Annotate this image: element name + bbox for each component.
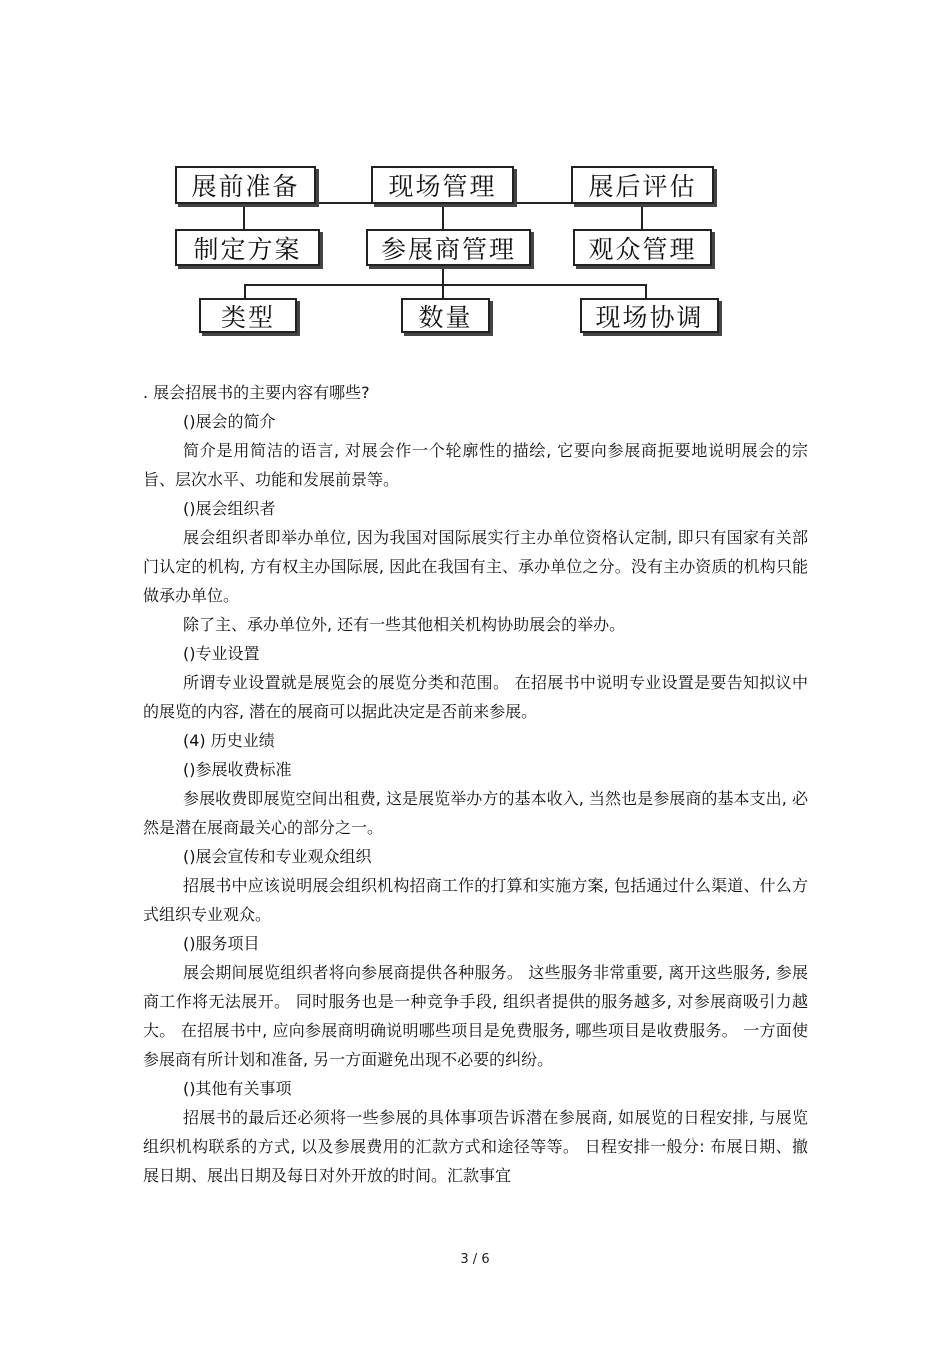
box-make-plan: 制定方案 [175, 229, 320, 266]
section-heading: ()其他有关事项 [183, 1079, 292, 1098]
paragraph: 除了主、承办单位外, 还有一些其他相关机构协助展会的举办。 [183, 615, 626, 634]
paragraph: 简介是用简洁的语言, 对展会作一个轮廓性的描绘, 它要向参展商扼要地说明展会的宗旨、层次水平、功能和发展前景等。 [143, 441, 808, 489]
box-quantity: 数量 [401, 298, 490, 333]
section-heading: ()服务项目 [183, 934, 260, 953]
section-heading: ()专业设置 [183, 644, 260, 663]
box-onsite-coordination: 现场协调 [580, 298, 719, 333]
paragraph: 所谓专业设置就是展览会的展览分类和范围。 在招展书中说明专业设置是要告知拟议中的展览的内容, 潜在的展商可以据此决定是否前来参展。 [143, 673, 808, 721]
box-pre-exhibition-prep: 展前准备 [175, 166, 316, 204]
section-heading: ()参展收费标准 [183, 760, 292, 779]
connector-line [641, 202, 643, 230]
box-type: 类型 [199, 298, 297, 333]
box-audience-management: 观众管理 [573, 229, 712, 266]
paragraph: 参展收费即展览空间出租费, 这是展览举办方的基本收入, 当然也是参展商的基本支出, 必然是潜在展商最关心的部分之一。 [143, 789, 808, 837]
box-post-exhibition-evaluation: 展后评估 [571, 166, 714, 204]
section-heading: ()展会宣传和专业观众组织 [183, 847, 372, 866]
question-heading: . 展会招展书的主要内容有哪些? [143, 383, 370, 402]
section-heading: (4) 历史业绩 [183, 731, 275, 750]
section-heading: ()展会组织者 [183, 499, 276, 518]
paragraph: 招展书中应该说明展会组织机构招商工作的打算和实施方案, 包括通过什么渠道、什么方式组织专业观众。 [143, 876, 808, 924]
box-exhibitor-management: 参展商管理 [366, 229, 531, 266]
paragraph: 展会组织者即举办单位, 因为我国对国际展实行主办单位资格认定制, 即只有国家有关部门认定的机构, 方有权主办国际展, 因此在我国有主、承办单位之分。没有主办资质的机构只能做承办单位。 [143, 528, 808, 605]
connector-line [243, 202, 245, 230]
box-onsite-management: 现场管理 [371, 166, 514, 204]
page-number: 3 / 6 [460, 1252, 490, 1267]
paragraph: 招展书的最后还必须将一些参展的具体事项告诉潜在参展商, 如展览的日程安排, 与展览组织机构联系的方式, 以及参展费用的汇款方式和途径等等。 日程安排一般分: 布展日期、撤展日期、展出日期及每日对外开放的时间。汇款事宜 [143, 1108, 808, 1185]
paragraph: 展会期间展览组织者将向参展商提供各种服务。 这些服务非常重要, 离开这些服务, 参展商工作将无法展开。 同时服务也是一种竞争手段, 组织者提供的服务越多, 对参展商吸引力越大。 在招展书中, 应向参展商明确说明哪些项目是免费服务, 哪些项目是收费服务。 一方面使参展商有所计划和准备, 另一方面避免出现不必要的纠纷。 [143, 963, 808, 1069]
org-diagram [0, 0, 950, 360]
connector-line [244, 284, 647, 286]
document-body [143, 378, 808, 1190]
section-heading: ()展会的简介 [183, 412, 276, 431]
connector-line [442, 200, 444, 230]
